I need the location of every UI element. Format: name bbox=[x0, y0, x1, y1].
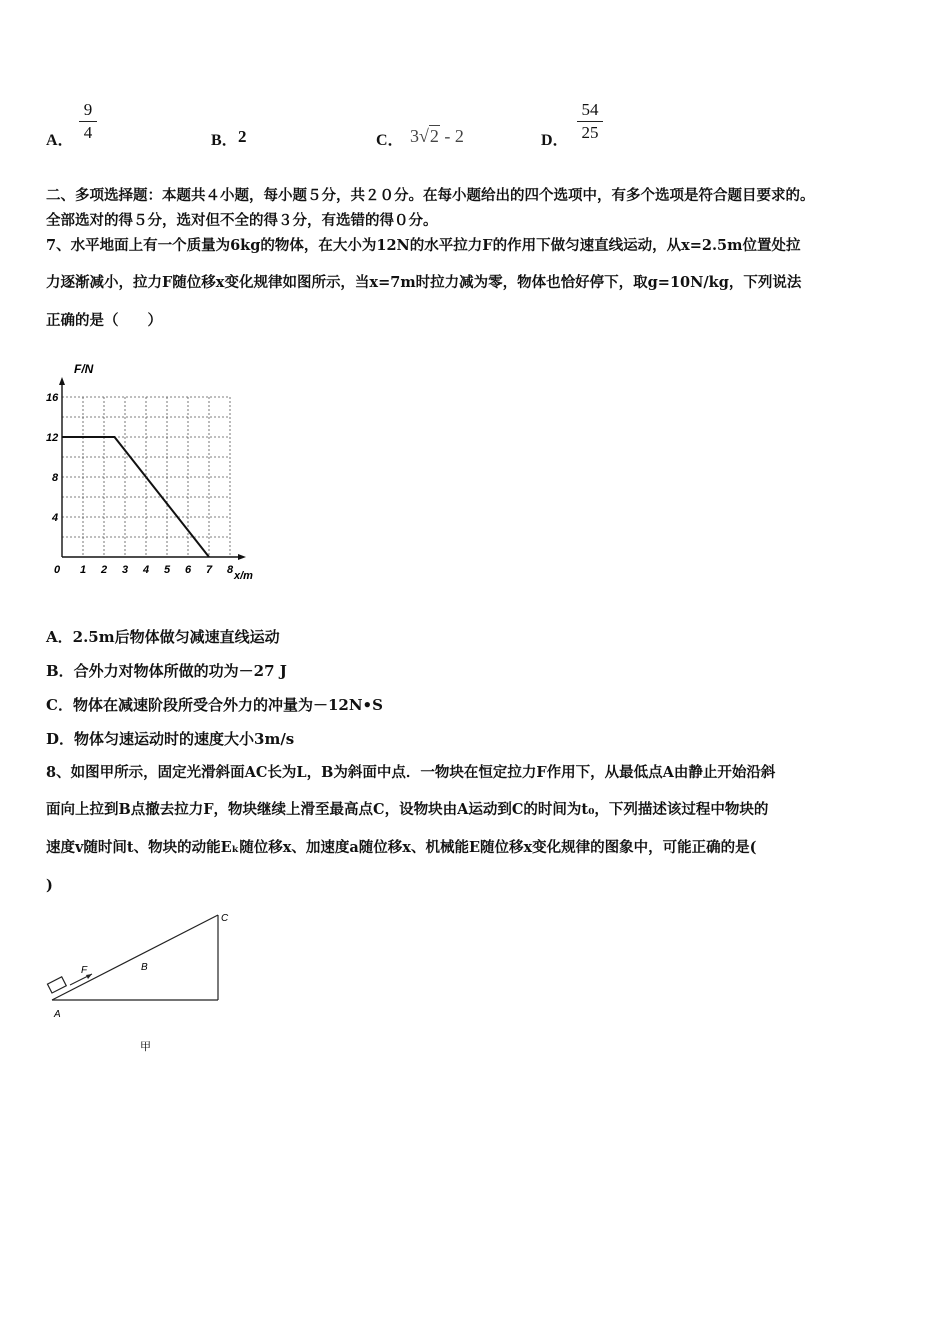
x-tick-label: 1 bbox=[80, 564, 87, 576]
figure-caption: 甲 bbox=[140, 1041, 151, 1053]
x-tick-label: 6 bbox=[185, 564, 192, 576]
q6-option-a-label: A． bbox=[46, 132, 74, 149]
q6-option-b-value: 2 bbox=[238, 127, 247, 146]
x-tick-label: 5 bbox=[164, 564, 171, 576]
y-axis-label: F/N bbox=[74, 362, 94, 376]
incline-surface bbox=[52, 915, 218, 1000]
chart-ticks bbox=[46, 392, 234, 576]
x-tick-label: 7 bbox=[206, 564, 213, 576]
label-f: F bbox=[81, 965, 88, 976]
block bbox=[47, 977, 66, 993]
y-axis-arrow-icon bbox=[59, 377, 65, 385]
radical-sign-icon: √ bbox=[419, 126, 429, 146]
q7-option-d: D．物体匀速运动时的速度大小3m/s bbox=[46, 730, 295, 748]
y-tick-label: 12 bbox=[46, 432, 59, 444]
x-tick-label: 4 bbox=[143, 564, 150, 576]
q6-option-c-radicand: 2 bbox=[429, 126, 439, 146]
x-tick-label: 3 bbox=[122, 564, 129, 576]
q7-stem-line-3: 正确的是（ ） bbox=[46, 312, 162, 329]
y-tick-label: 4 bbox=[52, 512, 59, 524]
y-tick-label: 8 bbox=[52, 472, 59, 484]
label-b: B bbox=[141, 962, 148, 973]
section-2-heading-line-1: 二、多项选择题：本题共４小题，每小题５分，共２０分。在每小题给出的四个选项中，有多个选项是符合题目要求的。 bbox=[46, 187, 815, 204]
q6-option-c-label: C． bbox=[376, 132, 404, 149]
label-c: C bbox=[221, 913, 229, 924]
q6-options bbox=[0, 95, 950, 155]
q6-option-a-denominator: 4 bbox=[83, 123, 93, 142]
q8-stem-line-1: 8、如图甲所示，固定光滑斜面AC长为L，B为斜面中点．一物块在恒定拉力F作用下，从最低点A由静止开始沿斜 bbox=[46, 764, 776, 781]
q6-option-d-label: D． bbox=[541, 132, 569, 149]
x-tick-label: 0 bbox=[54, 564, 61, 576]
q7-option-b: B．合外力对物体所做的功为－27 J bbox=[46, 662, 287, 680]
x-axis-arrow-icon bbox=[238, 554, 246, 560]
q7-stem-line-1: 7、水平地面上有一个质量为6kg的物体，在大小为12N的水平拉力F的作用下做匀速直线运动，从x=2.5m位置处拉 bbox=[46, 237, 801, 254]
x-tick-label: 8 bbox=[227, 564, 234, 576]
q6-option-a-numerator: 9 bbox=[83, 100, 93, 119]
q6-option-d-denominator: 25 bbox=[581, 123, 599, 142]
x-tick-label: 2 bbox=[101, 564, 108, 576]
q7-option-a: A．2.5m后物体做匀减速直线运动 bbox=[46, 628, 280, 646]
q7-stem-line-2: 力逐渐减小，拉力F随位移x变化规律如图所示，当x=7m时拉力减为零，物体也恰好停下，取g=10N/kg，下列说法 bbox=[46, 274, 802, 291]
q6-option-d-fraction bbox=[577, 100, 603, 143]
q6-option-c-coefficient: 3 bbox=[410, 126, 419, 146]
q8-stem-line-2: 面向上拉到B点撤去拉力F，物块继续上滑至最高点C，设物块由A运动到C的时间为t₀，下列描述该过程中物块的 bbox=[46, 801, 769, 818]
q6-option-c-tail: - 2 bbox=[444, 126, 464, 146]
x-axis-label: x/m bbox=[234, 570, 253, 582]
q6-option-a-fraction bbox=[79, 100, 97, 143]
q8-stem-line-4: ) bbox=[46, 877, 53, 894]
q7-force-displacement-chart bbox=[40, 355, 265, 585]
fraction-bar bbox=[577, 121, 603, 122]
q7-option-c: C．物体在减速阶段所受合外力的冲量为－12N•S bbox=[46, 696, 383, 714]
q8-stem-line-3: 速度v随时间t、物块的动能Eₖ随位移x、加速度a随位移x、机械能E随位移x变化规律的图象中，可能正确的是( bbox=[46, 839, 757, 856]
q6-option-c-expression bbox=[410, 126, 464, 147]
q6-option-b-label: B． bbox=[211, 132, 238, 149]
label-a: A bbox=[54, 1009, 61, 1020]
chart-axes bbox=[59, 377, 246, 560]
fraction-bar bbox=[79, 121, 97, 122]
y-tick-label: 16 bbox=[46, 392, 59, 404]
q8-incline-figure bbox=[40, 905, 250, 1065]
q6-option-d-numerator: 54 bbox=[581, 100, 599, 119]
section-2-heading-line-2: 全部选对的得５分，选对但不全的得３分，有选错的得０分。 bbox=[46, 212, 438, 229]
